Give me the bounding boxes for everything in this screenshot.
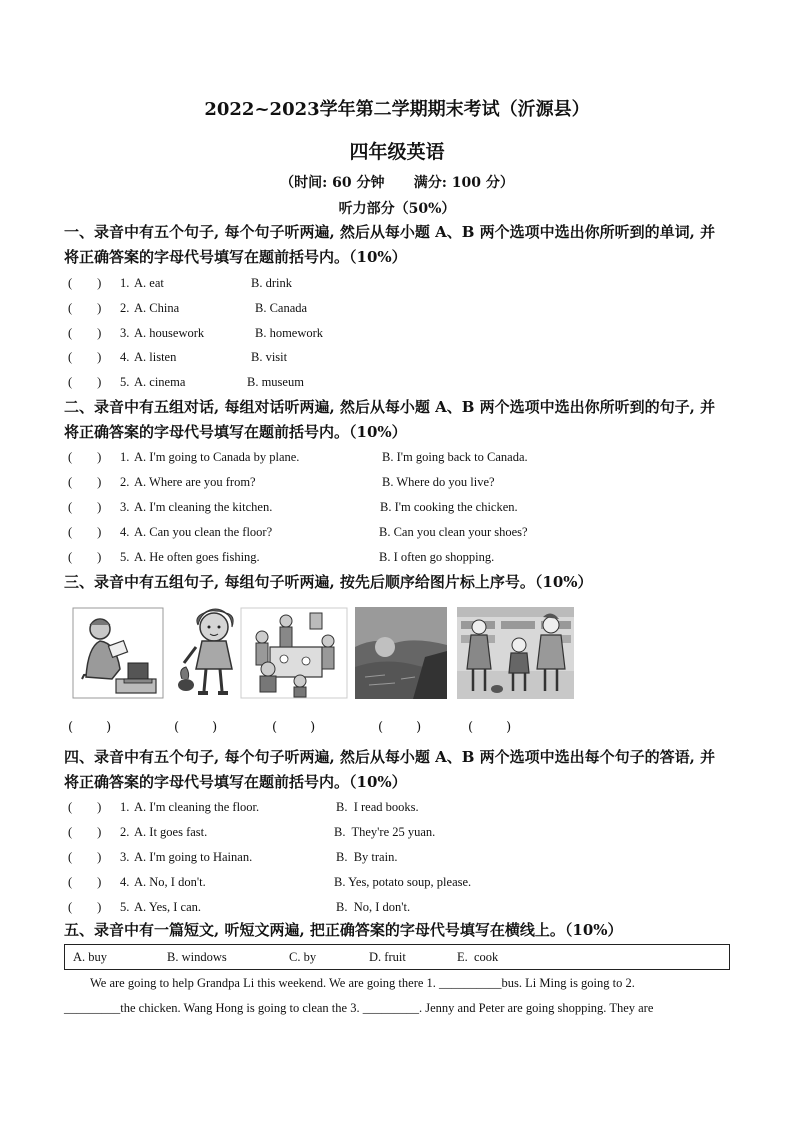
option-b: B. Can you clean your shoes?	[379, 525, 528, 539]
section2-heading: 二、录音中有五组对话, 每组对话听两遍, 然后从每小题 A、B 两个选项中选出你所听到的句子, 并将正确答案的字母代号填写在题前括号内。（10%）	[64, 398, 716, 441]
exam-title: 2022~2023学年第二学期期末考试（沂源县）	[204, 99, 590, 120]
section4-heading: 四、录音中有五个句子, 每个句子听两遍, 然后从每小题 A、B 两个选项中选出每个句子的答语, 并将正确答案的字母代号填写在题前括号内。（10%）	[64, 748, 716, 791]
answer-paren[interactable]: ( )	[68, 800, 102, 814]
picture-answer-5[interactable]: ( )	[468, 720, 512, 735]
picture-answer-row	[64, 720, 584, 742]
word-bank	[64, 944, 730, 970]
item-number: 2.	[120, 825, 130, 839]
option-a: A. I'm going to Hainan.	[134, 850, 253, 864]
answer-paren[interactable]: ( )	[68, 375, 102, 389]
item-number: 4.	[120, 350, 130, 364]
picture-family-table	[240, 607, 348, 699]
option-b: B. I'm going back to Canada.	[382, 450, 528, 464]
item-number: 4.	[120, 875, 130, 889]
section1-heading: 一、录音中有五个句子, 每个句子听两遍, 然后从每小题 A、B 两个选项中选出你所听到的单词, 并将正确答案的字母代号填写在题前括号内。（10%）	[64, 223, 716, 266]
picture-shopping	[457, 607, 574, 699]
option-b: B. Yes, potato soup, please.	[334, 875, 472, 889]
answer-paren[interactable]: ( )	[68, 350, 102, 364]
option-a: A. eat	[134, 276, 164, 290]
option-a: A. China	[134, 301, 180, 315]
option-a: A. I'm going to Canada by plane.	[134, 450, 300, 464]
item-number: 1.	[120, 800, 130, 814]
option-a: A. cinema	[134, 375, 186, 389]
option-b: B. By train.	[336, 850, 398, 864]
answer-paren[interactable]: ( )	[68, 825, 102, 839]
item-number: 2.	[120, 301, 130, 315]
answer-paren[interactable]: ( )	[68, 550, 102, 564]
item-number: 3.	[120, 326, 130, 340]
item-number: 2.	[120, 475, 130, 489]
option-a: A. It goes fast.	[134, 825, 208, 839]
word-option-c: C. by	[289, 950, 317, 964]
picture-answer-4[interactable]: ( )	[378, 720, 422, 735]
option-a: A. I'm cleaning the kitchen.	[134, 500, 273, 514]
answer-paren[interactable]: ( )	[68, 326, 102, 340]
word-option-e: E. cook	[457, 950, 499, 964]
answer-paren[interactable]: ( )	[68, 900, 102, 914]
item-number: 3.	[120, 500, 130, 514]
answer-paren[interactable]: ( )	[68, 276, 102, 290]
section5-heading: 五、录音中有一篇短文, 听短文两遍, 把正确答案的字母代号填写在横线上。（10%）	[64, 921, 623, 939]
option-b: B. visit	[251, 350, 288, 364]
option-a: A. Can you clean the floor?	[134, 525, 273, 539]
option-a: A. No, I don't.	[134, 875, 206, 889]
option-b: B. museum	[247, 375, 304, 389]
item-number: 5.	[120, 550, 130, 564]
option-a: A. Where are you from?	[134, 475, 256, 489]
passage-line-2: _________the chicken. Wang Hong is going to clean the 3. _________. Jenny and Peter are going shopping. They are	[64, 1001, 654, 1015]
picture-row	[64, 607, 584, 707]
item-number: 1.	[120, 276, 130, 290]
picture-reading-man	[72, 607, 164, 699]
answer-paren[interactable]: ( )	[68, 875, 102, 889]
answer-paren[interactable]: ( )	[68, 500, 102, 514]
option-b: B. No, I don't.	[336, 900, 411, 914]
item-number: 1.	[120, 450, 130, 464]
option-b: B. Where do you live?	[382, 475, 495, 489]
listening-part-label: 听力部分（50%）	[338, 201, 456, 217]
passage-line-1: We are going to help Grandpa Li this weekend. We are going there 1. __________bus. Li Ming is going to 2.	[90, 976, 635, 990]
option-a: A. Yes, I can.	[134, 900, 202, 914]
option-b: B. I read books.	[336, 800, 419, 814]
picture-answer-2[interactable]: ( )	[174, 720, 218, 735]
item-number: 3.	[120, 850, 130, 864]
item-number: 5.	[120, 900, 130, 914]
exam-subject: 四年级英语	[349, 141, 445, 163]
option-a: A. housework	[134, 326, 205, 340]
item-number: 5.	[120, 375, 130, 389]
answer-paren[interactable]: ( )	[68, 475, 102, 489]
option-a: A. He often goes fishing.	[134, 550, 260, 564]
option-b: B. homework	[255, 326, 324, 340]
answer-paren[interactable]: ( )	[68, 525, 102, 539]
option-b: B. I often go shopping.	[379, 550, 495, 564]
answer-paren[interactable]: ( )	[68, 850, 102, 864]
picture-answer-3[interactable]: ( )	[272, 720, 316, 735]
section3-heading: 三、录音中有五组句子, 每组句子听两遍, 按先后顺序给图片标上序号。（10%）	[64, 573, 593, 591]
exam-time-info: （时间: 60 分钟 满分: 100 分）	[280, 175, 514, 191]
word-option-b: B. windows	[167, 950, 227, 964]
option-b: B. drink	[251, 276, 292, 290]
option-b: B. I'm cooking the chicken.	[380, 500, 518, 514]
option-b: B. They're 25 yuan.	[334, 825, 436, 839]
option-b: B. Canada	[255, 301, 308, 315]
picture-answer-1[interactable]: ( )	[68, 720, 112, 735]
option-a: A. I'm cleaning the floor.	[134, 800, 260, 814]
answer-paren[interactable]: ( )	[68, 301, 102, 315]
answer-paren[interactable]: ( )	[68, 450, 102, 464]
picture-seaside	[355, 607, 447, 699]
option-a: A. listen	[134, 350, 177, 364]
word-option-d: D. fruit	[369, 950, 406, 964]
item-number: 4.	[120, 525, 130, 539]
word-option-a: A. buy	[73, 950, 108, 964]
